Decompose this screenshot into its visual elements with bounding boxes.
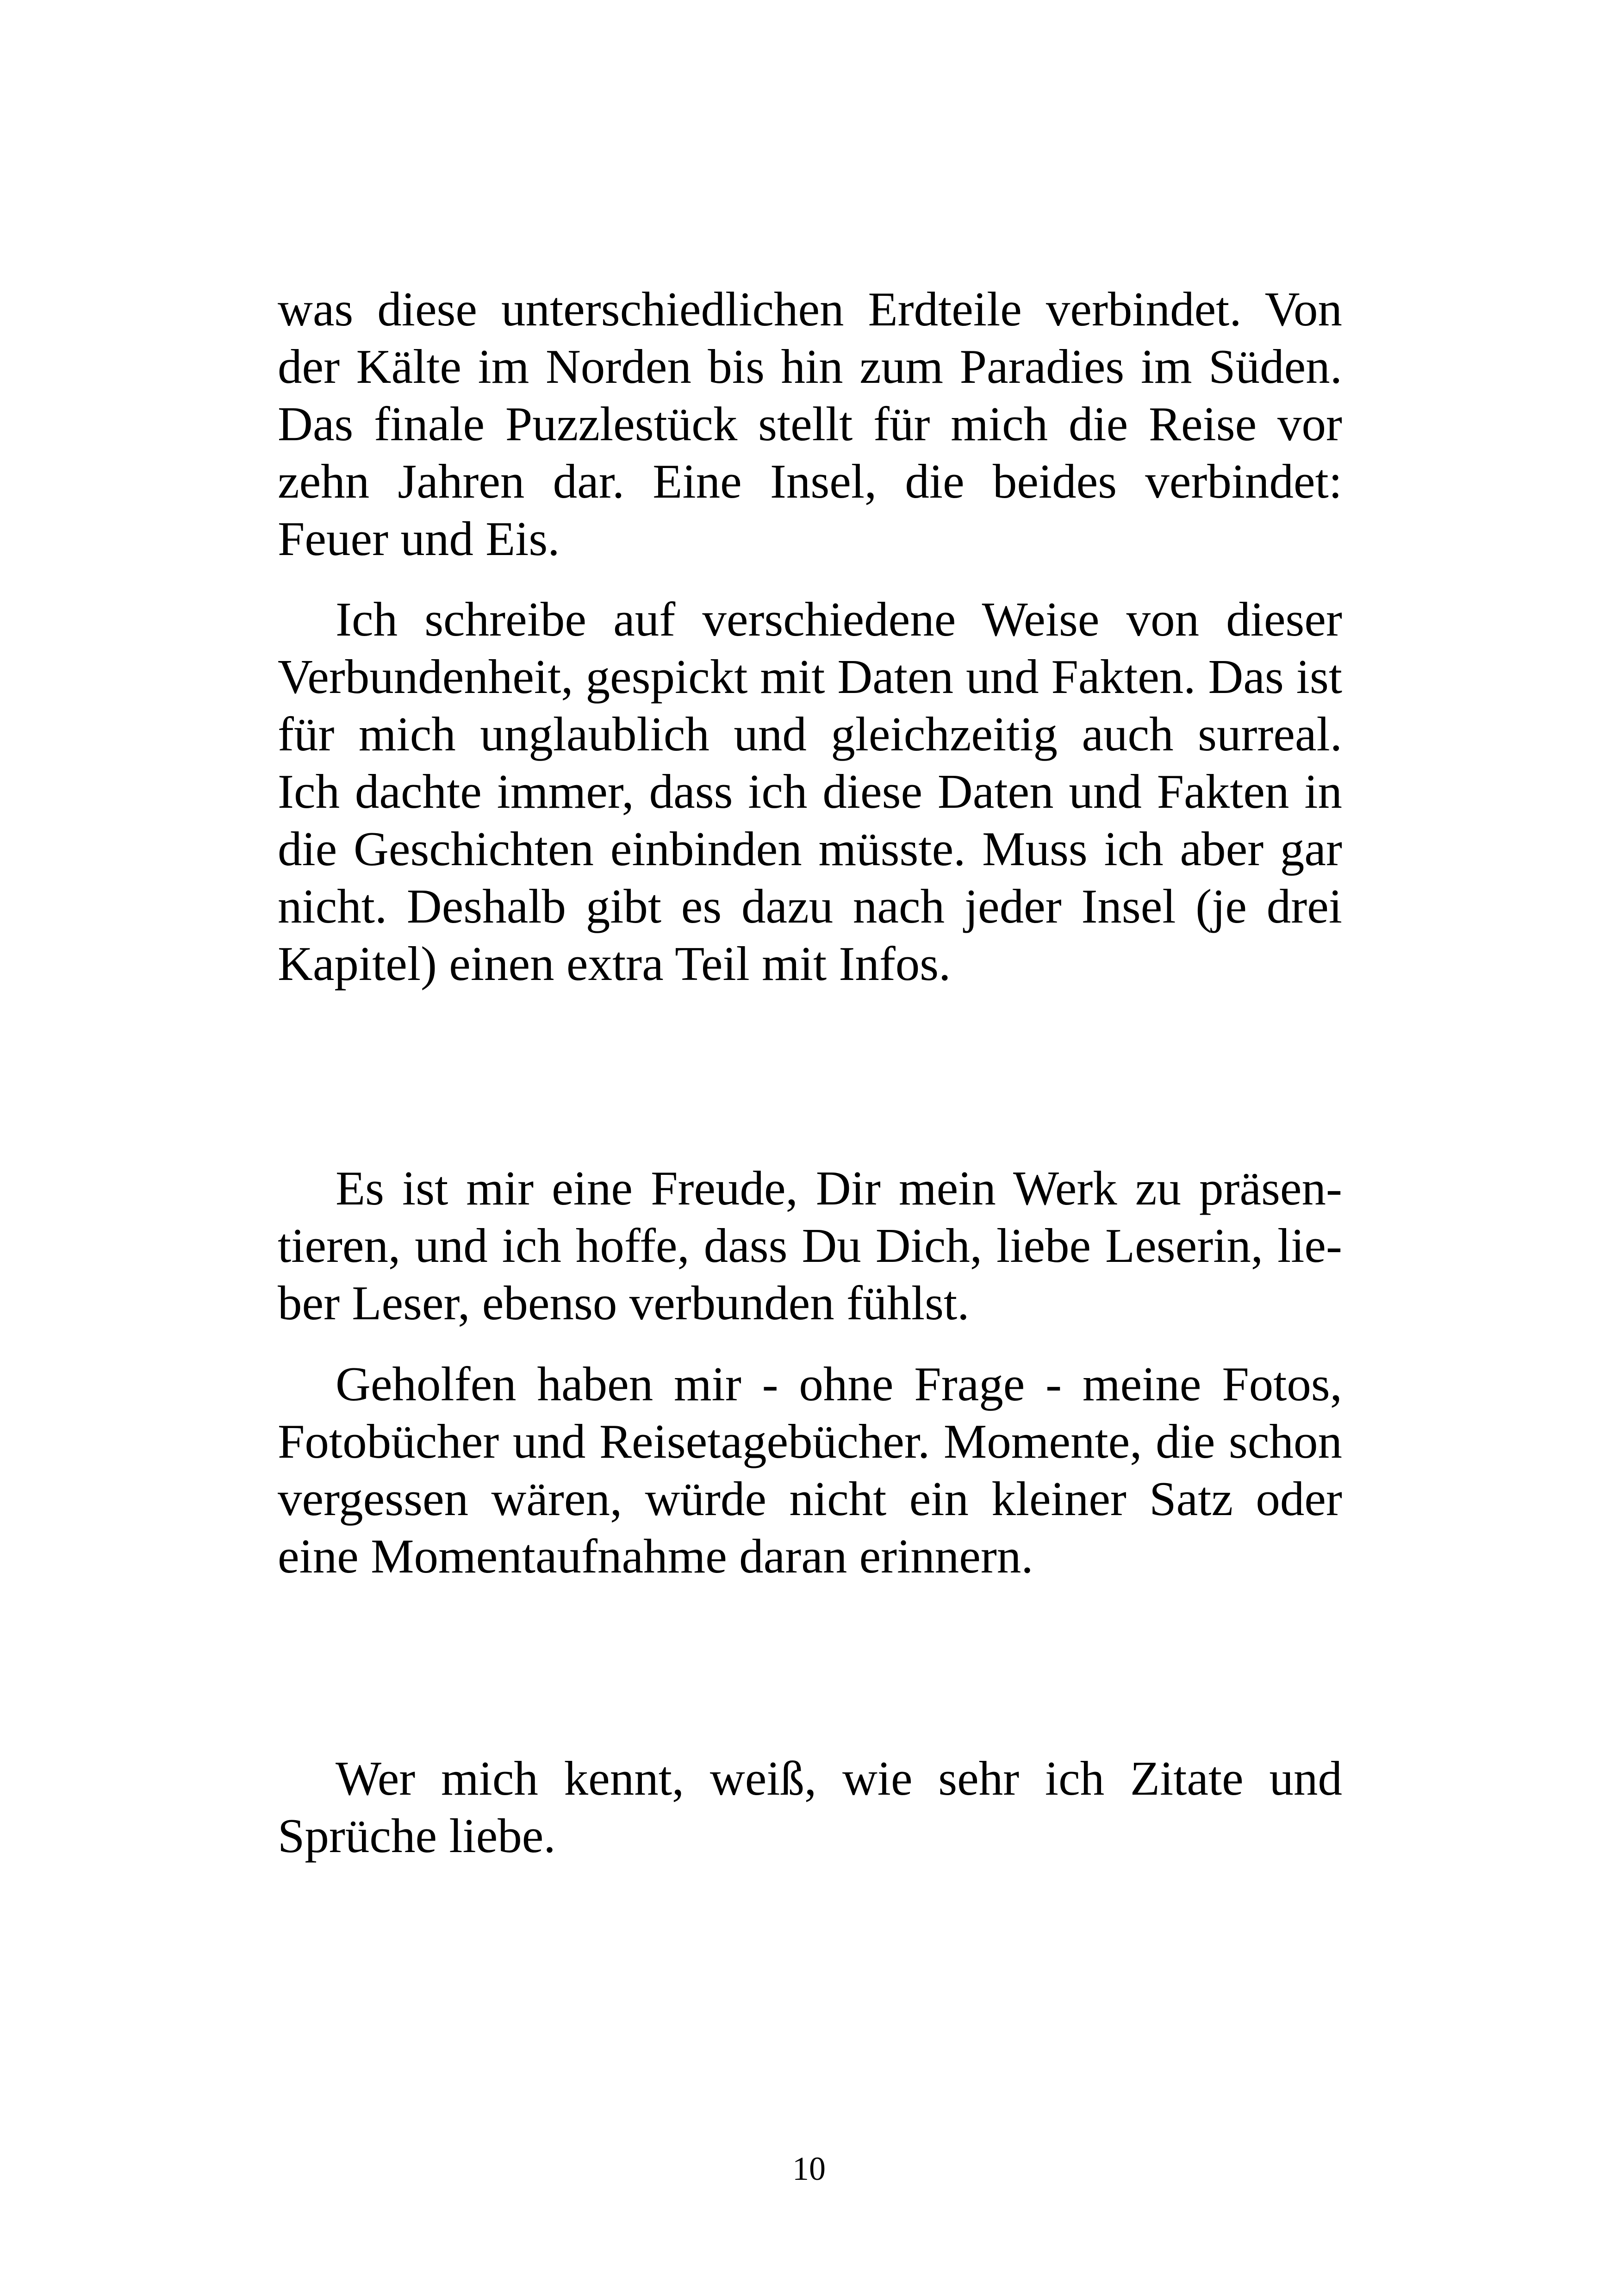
- paragraph-quotes: [278, 1750, 1342, 1865]
- page-number: 10: [792, 2150, 826, 2187]
- paragraph-4-text: Geholfen haben mir - ohne Frage - meine Fotos, Fotobücher und Reisetagebücher. Momente, die schon vergessen wären, würde nicht ein kleiner Satz oder eine Momentaufnahme daran erinnern.: [278, 1357, 1342, 1583]
- paragraph-1-text: was diese unterschiedlichen Erdteile verbindet. Von der Kälte im Norden bis hin zum Paradies im Süden. Das finale Puzzlestück stellt für mich die Reise vor zehn Jahren dar. Eine Insel, die beides verbindet: Feuer und Eis.: [278, 282, 1342, 566]
- paragraph-photos-and-diaries: [278, 1355, 1342, 1585]
- paragraph-reader-address: [278, 1160, 1342, 1332]
- paragraph-5-text: Wer mich kennt, weiß, wie sehr ich Zitate und Sprüche liebe.: [278, 1751, 1342, 1863]
- paragraph-continuation: [278, 281, 1342, 568]
- paragraph-data-and-facts: [278, 591, 1342, 992]
- paragraph-2-text: Ich schreibe auf verschiedene Weise von dieser Verbundenheit, gespickt mit Daten und Fakten. Das ist für mich unglaublich und gleichzeitig auch surreal. Ich dachte immer, dass ich diese Daten und Fakten in die Geschichten einbinden müsste. Muss ich aber gar nicht. Deshalb gibt es dazu nach jeder Insel (je drei Kapitel) einen extra Teil mit Infos.: [278, 592, 1342, 991]
- paragraph-3-text: Es ist mir eine Freude, Dir mein Werk zu präsentieren, und ich hoffe, dass Du Dich, liebe Leserin, lieber Leser, ebenso verbunden fühlst.: [278, 1161, 1342, 1330]
